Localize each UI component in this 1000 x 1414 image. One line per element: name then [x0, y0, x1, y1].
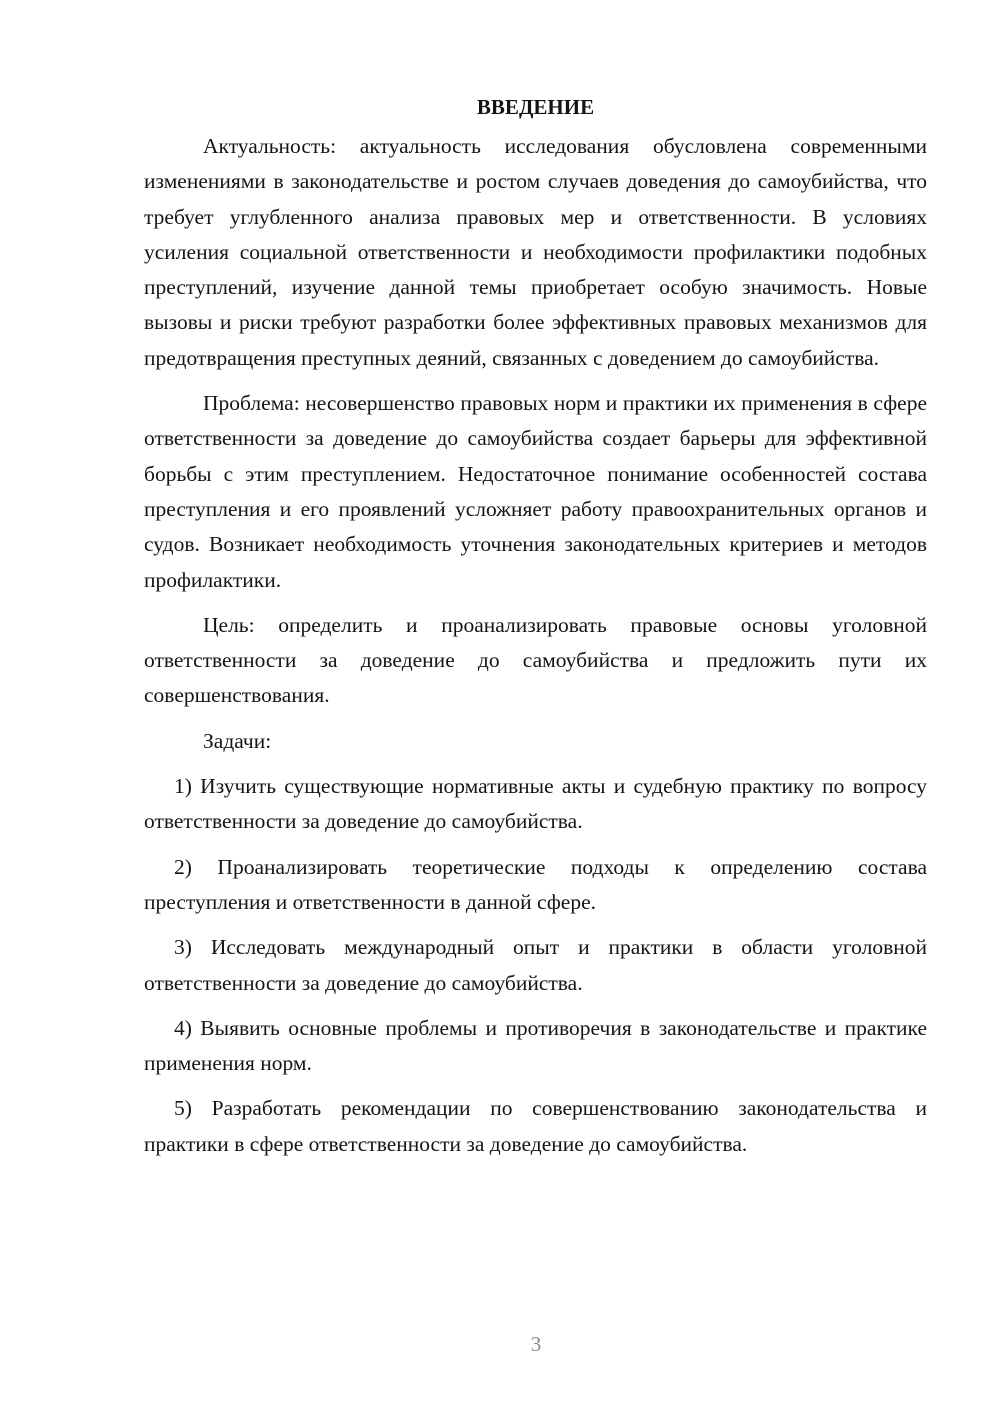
paragraph-tasks-heading: Задачи: — [203, 728, 272, 753]
task-item-2: 2) Проанализировать теоретические подходы к определению состава преступления и ответственности в данной сфере. — [144, 854, 927, 914]
section-title: ВВЕДЕНИЕ — [476, 95, 595, 119]
paragraph-problem: Проблема: несовершенство правовых норм и практики их применения в сфере ответственности за доведение до самоубийства создает барьеры для эффективной борьбы с этим преступлением. Недостаточное понимание особенностей состава преступления и его проявлений усложняет работу правоохранительных органов и судов. Возникает необходимость уточнения законодательных критериев и методов профилактики. — [144, 391, 927, 592]
page-number: 3 — [530, 1332, 542, 1356]
task-item-1: 1) Изучить существующие нормативные акты и судебную практику по вопросу ответственности за доведение до самоубийства. — [144, 774, 927, 834]
paragraph-goal: Цель: определить и проанализировать правовые основы уголовной ответственности за доведение до самоубийства и предложить пути их совершенствования. — [144, 612, 927, 708]
task-item-5: 5) Разработать рекомендации по совершенствованию законодательства и практики в сфере ответственности за доведение до самоубийства. — [144, 1096, 927, 1156]
page-content — [144, 90, 927, 1162]
task-item-4: 4) Выявить основные проблемы и противоречия в законодательстве и практике применения норм. — [144, 1015, 927, 1076]
paragraph-relevance: Актуальность: актуальность исследования обусловлена современными изменениями в законодательстве и ростом случаев доведения до самоубийства, что требует углубленного анализа правовых мер и ответственности. В условиях усиления социальной ответственности и необходимости профилактики подобных преступлений, изучение данной темы приобретает особую значимость. Новые вызовы и риски требуют разработки более эффективных правовых механизмов для предотвращения преступных деяний, связанных с доведением до самоубийства. — [144, 134, 927, 370]
task-item-3: 3) Исследовать международный опыт и практики в области уголовной ответственности за доведение до самоубийства. — [144, 935, 927, 995]
